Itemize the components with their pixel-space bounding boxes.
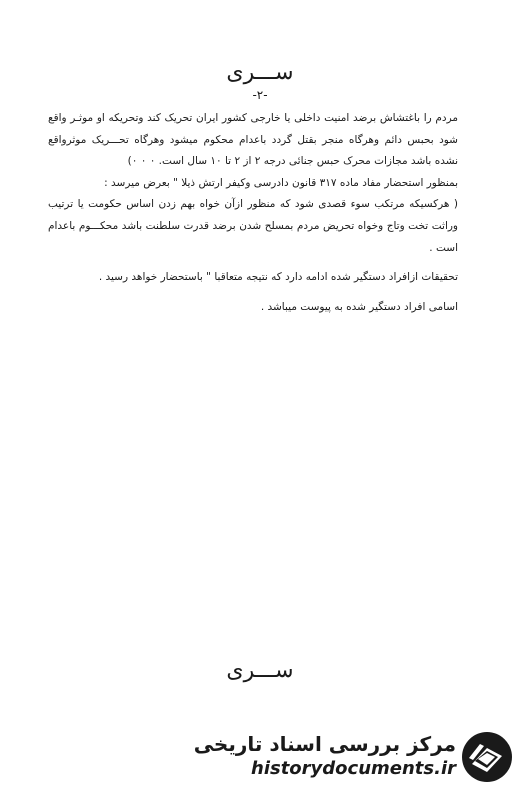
paragraph-4: تحقیقات ازافراد دستگیر شده ادامه دارد که نتیجه متعاقبا " باستحضار خواهد رسید .: [98, 271, 458, 284]
paragraph-5: اسامی افراد دستگیر شده به پیوست میباشد .: [260, 300, 458, 313]
paragraph-2: بمنظور استحضار مفاد ماده ۳۱۷ قانون دادرسی وکیفر ارتش ذیلا " بعرض میرسد :: [104, 176, 458, 189]
watermark-url: historydocuments.ir: [251, 758, 456, 779]
header-classification: ســـرى: [226, 60, 294, 85]
paragraph-3: ( هرکسیکه مرتکب سوء قصدی شود که منظور ازآن خواه بهم زدن اساس حکومت یا ترتیب وراثت تخت وتاج وخواه تحریض مردم بمسلح شدن برضد قدرت سلطنت باشد محکـــوم باعدام است .: [48, 198, 458, 254]
paragraph-1: مردم را باغتشاش برضد امنیت داخلی یا خارجی کشور ایران تحریک کند وتحریکه او موثـر واقع شود بحبس دائم وهرگاه منجر بقتل گردد باعدام محکوم میشود وهرگاه تحـــریک موثرواقع نشده باشد مجازات محرک حبس جنائی درجه ۲ از ۲ تا ۱۰ سال است. ۰ ۰ ۰): [48, 112, 458, 168]
book-stack-logo-icon: [460, 730, 514, 784]
document-body: [48, 108, 458, 318]
watermark-title: مرکز بررسی اسناد تاریخی: [193, 732, 456, 756]
footer-classification: ســـرى: [226, 658, 294, 683]
page-number: -۲-: [252, 88, 268, 102]
watermark: [193, 728, 520, 788]
